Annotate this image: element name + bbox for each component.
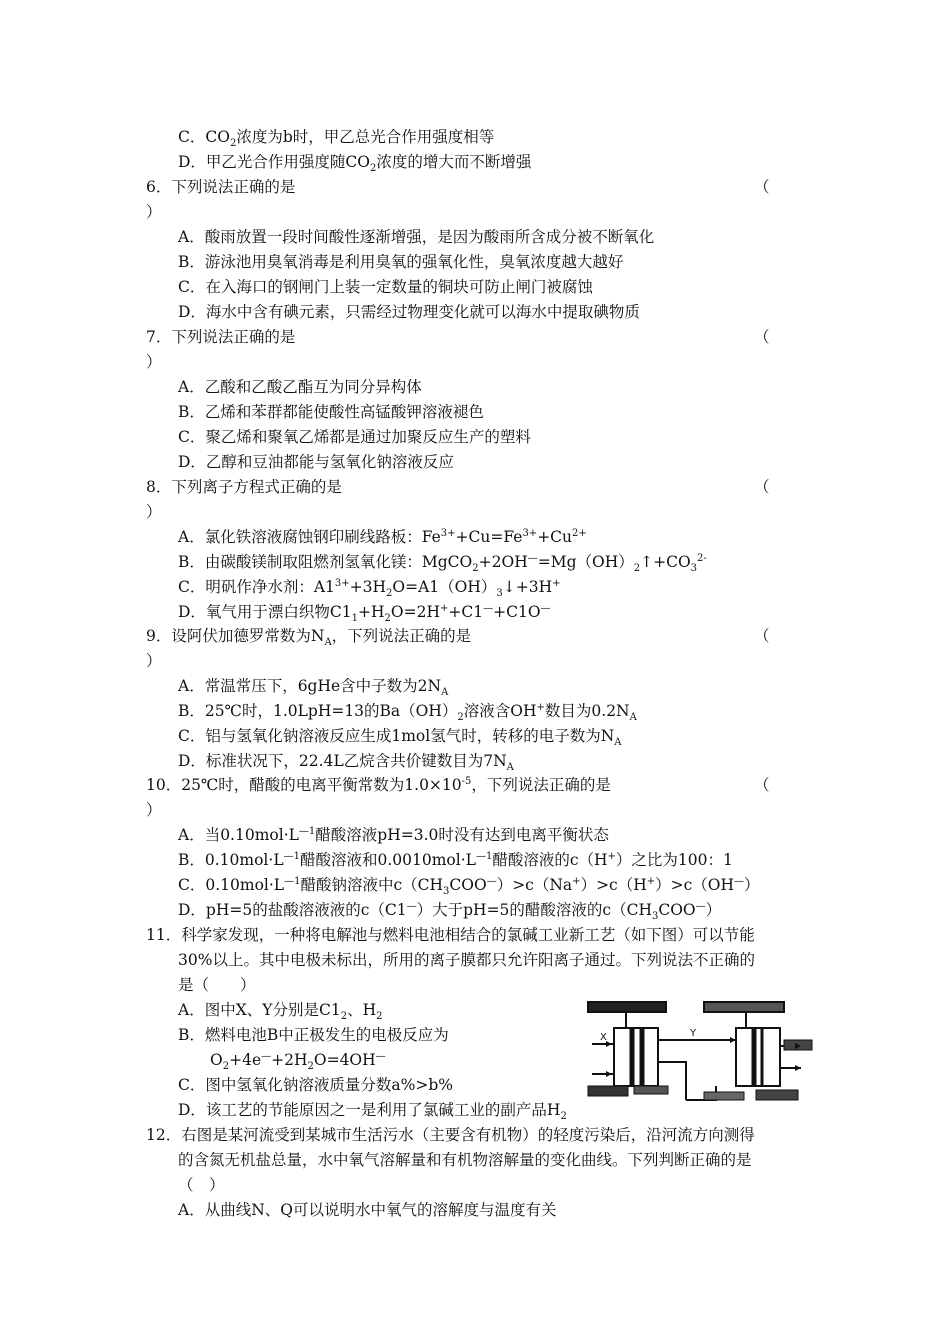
q8-option-a: A．氯化铁溶液腐蚀钢印刷线路板：$Fe^{3+}+Cu=Fe^{3+}+Cu^{2+}$: [178, 527, 587, 546]
q6-option-a: A．酸雨放置一段时间酸性逐渐增强，是因为酸雨所含成分被不断氧化: [178, 228, 655, 246]
q11-stem-line2: 30%以上。其中电极未标出，所用的离子膜都只允许阳离子通过。下列说法不正确的: [178, 951, 755, 969]
q9-stem: 9．设阿伏加德罗常数为$N_A$，下列说法正确的是: [146, 627, 472, 649]
q10-paren-close: ）: [146, 801, 162, 819]
q7-paren-close: ）: [146, 353, 162, 371]
q11-stem-line1: 11．科学家发现，一种将电解池与燃料电池相结合的氯碱工业新工艺（如下图）可以节能: [146, 926, 755, 944]
q8-option-d: D．氧气用于漂白织物$C1_1+H_2O=2H^++C1^—+C1O^—$: [178, 602, 551, 625]
q8-stem: 8．下列离子方程式正确的是: [146, 478, 342, 496]
q11-diagram-label-x: X: [600, 1032, 607, 1043]
q9-paren-close: ）: [146, 652, 162, 670]
q10-option-d: D．pH=5的盐酸溶液液的c（C1—）大于pH=5的醋酸溶液的$c(CH_3COO^—)$: [178, 900, 722, 923]
q8-paren-open: （: [754, 478, 770, 496]
q11-option-b-equation: $O_2+4e^—+2H_2O=4OH^—$: [210, 1050, 386, 1073]
q7-option-d: D．乙醇和豆油都能与氢氧化钠溶液反应: [178, 453, 454, 471]
q9-option-a: A．常温常压下，6gHe含中子数为$2N_A$: [178, 677, 449, 699]
q11-electrolysis-diagram: [586, 1000, 816, 1112]
q9-option-b: B．25℃时，1.0LpH=13的$Ba(OH)_2$溶液含OH+数目为$0.2N_A$: [178, 701, 637, 724]
q12-stem-line1: 12．右图是某河流受到某城市生活污水（主要含有机物）的轻度污染后，沿河流方向测得: [146, 1126, 755, 1144]
q8-option-b: B．由碳酸镁制取阻燃剂氢氧化镁：$MgCO_2+2OH^—=Mg(OH)_2↑+CO_3^{2-}$: [178, 552, 707, 575]
q10-option-b: B．$0.10mol\cdot L^{—1}$醋酸溶液和$0.0010mol\cdot L^{—1}$醋酸溶液的c（H+）之比为100：1: [178, 850, 733, 869]
q11-option-c: C．图中氢氧化钠溶液质量分数a%>b%: [178, 1076, 453, 1094]
q7-paren-open: （: [754, 328, 770, 346]
q5-option-c: C．$CO_2$浓度为b时，甲乙总光合作用强度相等: [178, 128, 495, 150]
q8-option-c: C．明矾作净水剂：$A1^{3+}+3H_2O=A1(OH)_3↓+3H^+$: [178, 577, 561, 600]
q5-option-d: D．甲乙光合作用强度随$CO_2$浓度的增大而不断增强: [178, 153, 532, 175]
q12-stem-line3: （ ）: [178, 1176, 225, 1194]
q10-option-c: C．$0.10mol\cdot L^{—1}$醋酸钠溶液中$c(CH_3COO^—)>c(Na^+)>c(H^+)>c(OH^—)$: [178, 875, 760, 898]
q8-paren-close: ）: [146, 503, 162, 521]
q6-paren-close: ）: [146, 203, 162, 221]
q6-stem: 6．下列说法正确的是: [146, 178, 296, 196]
q12-stem-line2: 的含氮无机盐总量，水中氧气溶解量和有机物溶解量的变化曲线。下列判断正确的是: [178, 1151, 752, 1169]
q9-paren-open: （: [754, 627, 770, 645]
q11-option-b: B．燃料电池B中正极发生的电极反应为: [178, 1026, 449, 1044]
q11-stem-line3: 是（ ）: [178, 976, 256, 994]
q11-option-d: D．该工艺的节能原因之一是利用了氯碱工业的副产品$H_2$: [178, 1101, 567, 1123]
q10-paren-open: （: [754, 776, 770, 794]
q6-option-d: D．海水中含有碘元素，只需经过物理变化就可以海水中提取碘物质: [178, 303, 640, 321]
q11-option-a: A．图中X、Y分别是$C1_2$、$H_2$: [178, 1001, 383, 1023]
q9-option-c: C．铝与氢氧化钠溶液反应生成1mol氢气时，转移的电子数为$N_A$: [178, 727, 622, 749]
q11-diagram-label-y: Y: [690, 1028, 697, 1039]
q6-paren-open: （: [754, 178, 770, 196]
q9-option-d: D．标准状况下，22.4L乙烷含共价键数目为$7N_A$: [178, 752, 514, 774]
q10-stem: 10．25℃时，醋酸的电离平衡常数为$1.0\times 10^{-5}$，下列说法正确的是: [146, 775, 611, 794]
q7-option-c: C．聚乙烯和聚氧乙烯都是通过加聚反应生产的塑料: [178, 428, 531, 446]
q6-option-c: C．在入海口的钢闸门上装一定数量的铜块可防止闸门被腐蚀: [178, 278, 593, 296]
q10-option-a: A．当$0.10mol\cdot L^{—1}$醋酸溶液pH=3.0时没有达到电离平衡状态: [178, 825, 609, 844]
q7-option-b: B．乙烯和苯群都能使酸性高锰酸钾溶液褪色: [178, 403, 484, 421]
q7-stem: 7．下列说法正确的是: [146, 328, 296, 346]
q7-option-a: A．乙酸和乙酸乙酯互为同分异构体: [178, 378, 422, 396]
q12-option-a: A．从曲线N、Q可以说明水中氧气的溶解度与温度有关: [178, 1201, 557, 1219]
q6-option-b: B．游泳池用臭氧消毒是利用臭氧的强氧化性，臭氧浓度越大越好: [178, 253, 624, 271]
